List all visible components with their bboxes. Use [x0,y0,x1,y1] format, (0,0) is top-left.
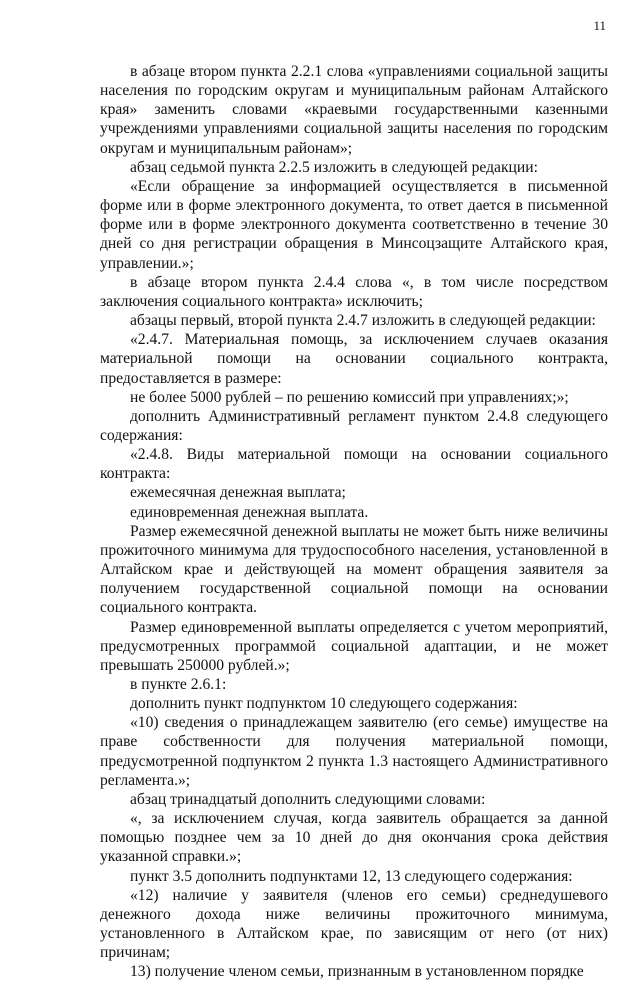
paragraph: Размер единовременной выплаты определяется с учетом мероприятий, предусмотренных программой социальной адаптации, и не может превышать 250000 рублей.»; [100,618,608,674]
paragraph: дополнить Административный регламент пунктом 2.4.8 следующего содержания: [100,407,608,444]
paragraph: в пункте 2.6.1: [130,676,227,693]
paragraph: «10) сведения о принадлежащем заявителю (его семье) имуществе на праве собственности для получения материальной помощи, предусмотренной подпунктом 2 пункта 1.3 настоящего Административного регламента.»; [100,714,608,789]
document-body [100,62,608,982]
paragraph: в абзаце втором пункта 2.2.1 слова «управлениями социальной защиты населения по городским округам и муниципальным районам Алтайского края» заменить словами «краевыми государственными казенными учреждениями управлениями социальной защиты населения по городским округам и муниципальным районам»; [100,63,608,157]
paragraph: пункт 3.5 дополнить подпунктами 12, 13 следующего содержания: [130,867,573,885]
paragraph: абзацы первый, второй пункта 2.4.7 изложить в следующей редакции: [130,312,596,330]
paragraph: в абзаце втором пункта 2.4.4 слова «, в том числе посредством заключения социального контракта» исключить; [100,273,608,310]
paragraph: 13) получение членом семьи, признанным в установленном порядке [130,963,584,981]
paragraph: не более 5000 рублей – по решению комиссий при управлениях;»; [130,388,569,406]
paragraph: абзац тринадцатый дополнить следующими словами: [130,790,486,808]
paragraph: дополнить пункт подпунктом 10 следующего содержания: [130,695,518,713]
paragraph: Размер ежемесячной денежной выплаты не может быть ниже величины прожиточного минимума для трудоспособного населения, установленной в Алтайском крае и действующей на момент обращения заявителя за получением государственной социальной помощи на основании социального контракта. [100,522,608,617]
paragraph: ежемесячная денежная выплата; [130,484,346,502]
paragraph: абзац седьмой пункта 2.2.5 изложить в следующей редакции: [130,158,538,176]
paragraph: «2.4.8. Виды материальной помощи на основании социального контракта: [100,446,608,483]
paragraph: «12) наличие у заявителя (членов его семьи) среднедушевого денежного дохода ниже величины прожиточного минимума, установленного в Алтайском крае, по зависящим от него (от них) причинам; [100,886,608,962]
paragraph: «2.4.7. Материальная помощь, за исключением случаев оказания материальной помощи на основании социального контракта, предоставляется в размере: [100,331,608,387]
paragraph: «, за исключением случая, когда заявитель обращается за данной помощью позднее чем за 10 дней до дня окончания срока действия указанной справки.»; [100,810,608,866]
page-number: 11 [593,18,606,33]
paragraph: единовременная денежная выплата. [130,503,369,521]
paragraph: «Если обращение за информацией осуществляется в письменной форме или в форме электронного документа, то ответ дается в письменной форме или в форме электронного документа соответственно в течение 30 дней со дня регистрации обращения в Минсоцзащите Алтайского края, управлении.»; [100,177,608,272]
